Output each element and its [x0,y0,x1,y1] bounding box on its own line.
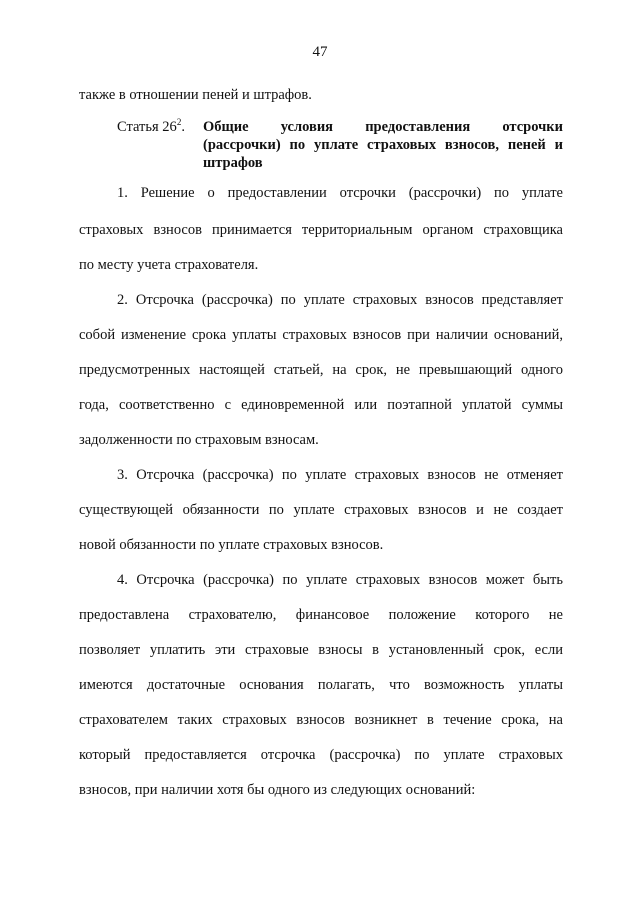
paragraph-2-line-4: года, соответственно с единовременной или поэтапной уплатой суммы [79,397,563,413]
paragraph-1-line-1: 1. Решение о предоставлении отсрочки (рассрочки) по уплате [117,185,563,201]
paragraph-4-line-3: позволяет уплатить эти страховые взносы в установленный срок, если [79,642,563,658]
paragraph-2-line-2: собой изменение срока уплаты страховых взносов при наличии оснований, [79,327,563,343]
article-label-suffix: . [181,119,185,135]
paragraph-3-line-3: новой обязанности по уплате страховых взносов. [79,537,384,553]
paragraph-4-line-7: взносов, при наличии хотя бы одного из следующих оснований: [79,782,476,798]
page-number: 47 [312,44,328,60]
paragraph-3-line-1: 3. Отсрочка (рассрочка) по уплате страховых взносов не отменяет [117,467,563,483]
paragraph-3-line-2: существующей обязанности по уплате страховых взносов и не создает [79,502,563,518]
paragraph-1-line-2: страховых взносов принимается территориальным органом страховщика [79,222,563,238]
article-title-line-3: штрафов [203,155,263,171]
paragraph-4-line-4: имеются достаточные основания полагать, что возможность уплаты [79,677,563,693]
article-label-prefix: Статья 26 [117,119,177,135]
paragraph-4-line-1: 4. Отсрочка (рассрочка) по уплате страховых взносов может быть [117,572,563,588]
article-title-line-1: Общие условия предоставления отсрочки [203,119,563,135]
paragraph-4-line-6: который предоставляется отсрочка (рассрочка) по уплате страховых [79,747,563,763]
article-label-sup: 2 [176,117,182,128]
paragraph-1-line-3: по месту учета страхователя. [79,257,259,273]
paragraph-4-line-2: предоставлена страхователю, финансовое положение которого не [79,607,563,623]
article-title-line-2: (рассрочки) по уплате страховых взносов, пеней и [203,137,563,153]
article-label [117,118,185,136]
intro-line: также в отношении пеней и штрафов. [79,87,312,103]
paragraph-2-line-3: предусмотренных настоящей статьей, на срок, не превышающий одного [79,362,563,378]
paragraph-4-line-5: страхователем таких страховых взносов возникнет в течение срока, на [79,712,563,728]
paragraph-2-line-1: 2. Отсрочка (рассрочка) по уплате страховых взносов представляет [117,292,563,308]
paragraph-2-line-5: задолженности по страховым взносам. [79,432,319,448]
